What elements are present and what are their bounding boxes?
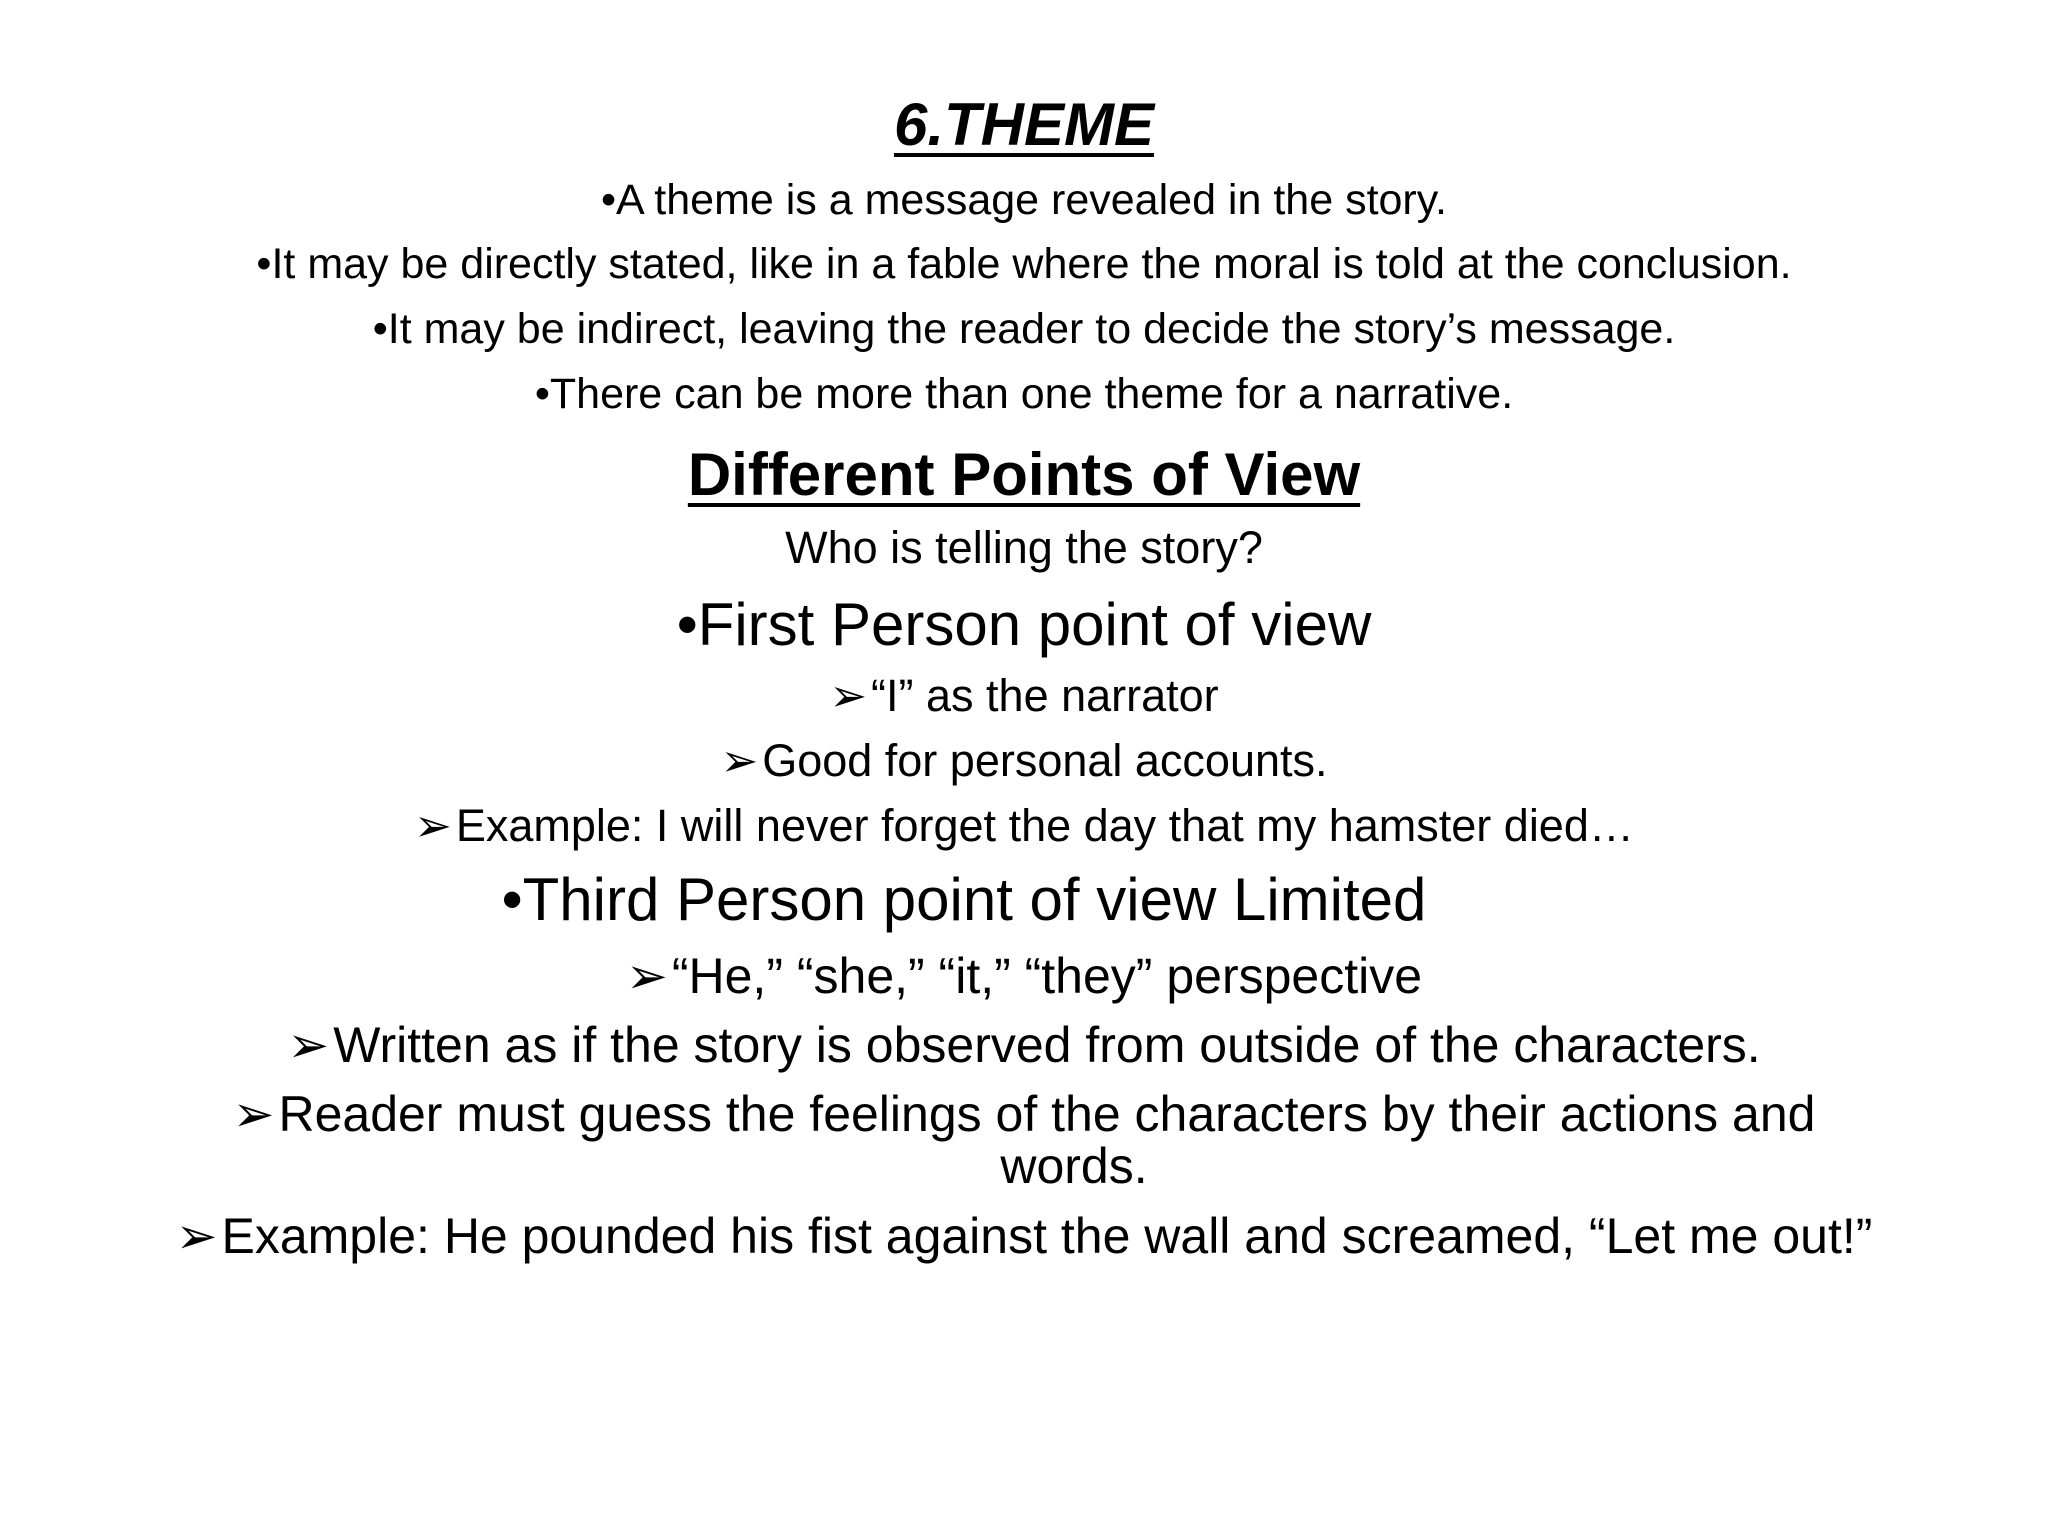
slide-title: 6.THEME: [893, 91, 1155, 158]
arrow-bullet-icon: ➢: [232, 1086, 275, 1142]
third-person-point-text: “He,” “she,” “it,” “they” perspective: [671, 948, 1423, 1004]
first-person-label: •First Person point of view: [676, 591, 1372, 658]
third-person-point-text: Written as if the story is observed from outside of the characters.: [333, 1017, 1761, 1073]
arrow-bullet-icon: ➢: [287, 1017, 330, 1073]
arrow-bullet-icon: ➢: [625, 948, 668, 1004]
first-person-point-text: “I” as the narrator: [871, 670, 1219, 721]
pov-question: Who is telling the story?: [785, 522, 1263, 573]
third-person-point-4: [0, 1208, 2048, 1266]
arrow-bullet-icon: ➢: [175, 1208, 218, 1264]
theme-bullet-4: •There can be more than one theme for a narrative.: [534, 370, 1514, 418]
first-person-point-text: Good for personal accounts.: [762, 735, 1328, 786]
first-person-point-2: [0, 735, 2048, 787]
pov-heading: Different Points of View: [687, 441, 1361, 508]
third-person-point-text: Reader must guess the feelings of the characters by their actions and: [278, 1086, 1816, 1142]
third-person-point-3: [0, 1086, 2048, 1144]
third-person-point-text: Example: He pounded his fist against the wall and screamed, “Let me out!”: [221, 1208, 1873, 1264]
arrow-bullet-icon: ➢: [829, 670, 868, 721]
first-person-point-3: [0, 800, 2048, 852]
theme-bullet-2: •It may be directly stated, like in a fable where the moral is told at the conclusion.: [256, 240, 1792, 288]
third-person-point-3-continuation: words.: [1000, 1138, 1148, 1194]
theme-bullet-1: •A theme is a message revealed in the story.: [600, 176, 1448, 224]
third-person-point-2: [0, 1017, 2048, 1075]
arrow-bullet-icon: ➢: [414, 800, 452, 851]
first-person-point-1: [0, 670, 2048, 722]
third-person-point-1: [0, 948, 2048, 1006]
theme-bullet-3: •It may be indirect, leaving the reader to decide the story’s message.: [372, 305, 1676, 353]
first-person-point-text: Example: I will never forget the day that my hamster died…: [455, 800, 1634, 851]
arrow-bullet-icon: ➢: [720, 735, 759, 786]
third-person-label: •Third Person point of view Limited: [501, 866, 1427, 933]
